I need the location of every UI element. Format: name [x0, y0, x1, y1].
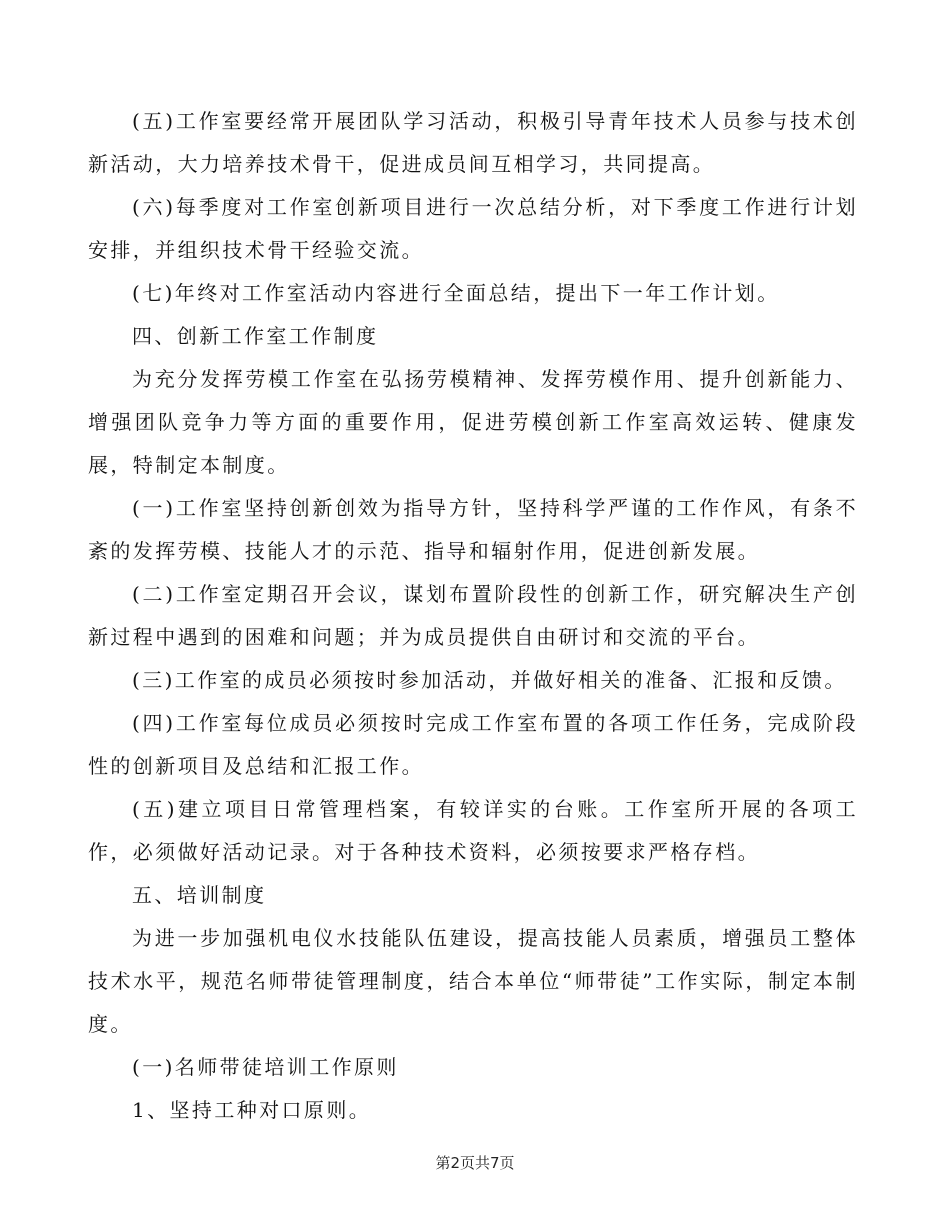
paragraph-9: (四)工作室每位成员必须按时完成工作室布置的各项工作任务，完成阶段性的创新项目及总结和汇报工作。: [88, 711, 858, 778]
paragraph-5: 为充分发挥劳模工作室在弘扬劳模精神、发挥劳模作用、提升创新能力、增强团队竞争力等方面的重要作用，促进劳模创新工作室高效运转、健康发展，特制定本制度。: [88, 367, 858, 477]
paragraph-8: (三)工作室的成员必须按时参加活动，并做好相关的准备、汇报和反馈。: [132, 668, 847, 692]
paragraph-6: (一)工作室坚持创新创效为指导方针，坚持科学严谨的工作作风，有条不紊的发挥劳模、技能人才的示范、指导和辐射作用，促进创新发展。: [88, 496, 858, 563]
paragraph-7: (二)工作室定期召开会议，谋划布置阶段性的创新工作，研究解决生产创新过程中遇到的困难和问题；并为成员提供自由研讨和交流的平台。: [88, 582, 858, 649]
paragraph-2: (六)每季度对工作室创新项目进行一次总结分析，对下季度工作进行计划安排，并组织技术骨干经验交流。: [88, 195, 858, 262]
paragraph-1: (五)工作室要经常开展团队学习活动，积极引导青年技术人员参与技术创新活动，大力培养技术骨干，促进成员间互相学习，共同提高。: [88, 109, 858, 176]
paragraph-3: (七)年终对工作室活动内容进行全面总结，提出下一年工作计划。: [132, 281, 780, 305]
page-number-footer: 第2页共7页: [435, 1154, 515, 1172]
document-body: [88, 100, 858, 1132]
section-heading-5: 五、培训制度: [132, 883, 267, 907]
subheading-1: (一)名师带徒培训工作原则: [132, 1055, 399, 1079]
section-heading-4: 四、创新工作室工作制度: [132, 324, 379, 348]
paragraph-10: (五)建立项目日常管理档案，有较详实的台账。工作室所开展的各项工作，必须做好活动记录。对于各种技术资料，必须按要求严格存档。: [88, 797, 858, 864]
paragraph-12: 为进一步加强机电仪水技能队伍建设，提高技能人员素质，增强员工整体技术水平，规范名师带徒管理制度，结合本单位“师带徒”工作实际，制定本制度。: [88, 926, 858, 1036]
paragraph-14: 1、坚持工种对口原则。: [132, 1098, 372, 1122]
